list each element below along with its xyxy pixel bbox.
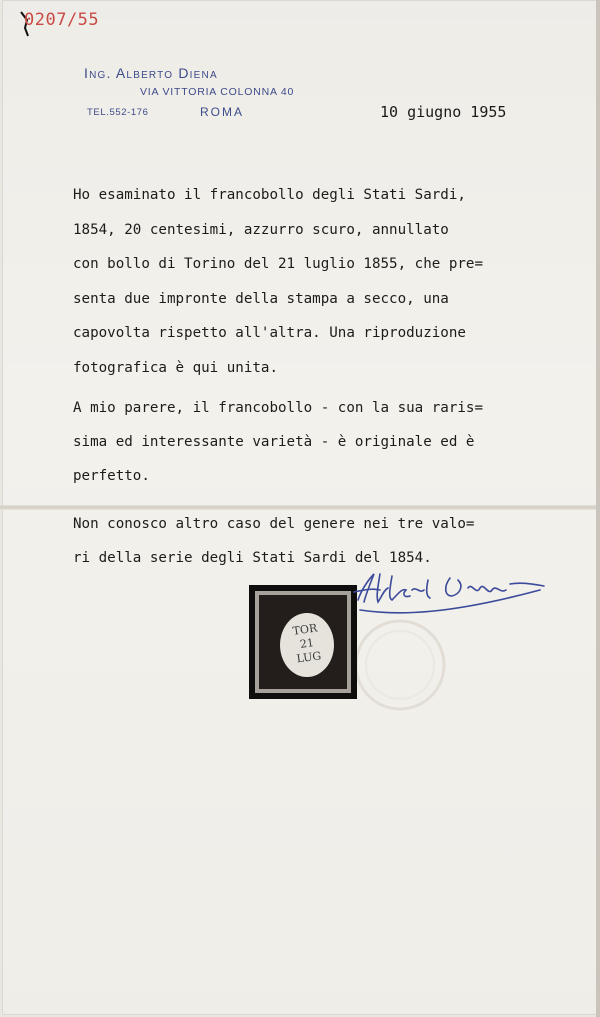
text-line: senta due impronte della stampa a secco, una [73, 290, 449, 307]
stamp-cancellation [278, 620, 335, 669]
document-date: 10 giugno 1955 [380, 103, 507, 121]
cancel-line: TOR [291, 621, 319, 638]
signature-icon [340, 560, 550, 620]
text-line: fotografica è qui unita. [73, 359, 278, 376]
text-line: ri della serie degli Stati Sardi del 1854. [73, 550, 432, 566]
text-line: perfetto. [73, 468, 150, 484]
letterhead-name: Ing. Alberto Diena [84, 65, 218, 81]
paper-edge [596, 0, 600, 1017]
text-line: con bollo di Torino del 21 luglio 1855, che pre= [73, 256, 483, 272]
text-line: Ho esaminato il francobollo degli Stati Sardi, [73, 187, 466, 203]
text-line: capovolta rispetto all'altra. Una riproduzione [73, 325, 466, 341]
paragraph-examination [73, 178, 573, 385]
stamp-inner [259, 595, 347, 689]
text-line: 1854, 20 centesimi, azzurro scuro, annullato [73, 221, 449, 238]
cancel-line: 21 [299, 636, 315, 651]
cancel-line: LUG [295, 649, 323, 666]
embossed-seal-icon [350, 615, 450, 715]
certificate-number: 0207/55 [24, 10, 100, 30]
paragraph-opinion [73, 391, 573, 493]
text-line: Non conosco altro caso del genere nei tre valo= [73, 516, 475, 532]
text-line: A mio parere, il francobollo - con la sua raris= [73, 400, 483, 416]
letterhead-telephone: TEL.552-176 [87, 107, 149, 118]
letterhead-street: VIA VITTORIA COLONNA 40 [140, 86, 295, 98]
letterhead-city: ROMA [200, 105, 244, 119]
stamp-frame [255, 591, 351, 693]
text-line: sima ed interessante varietà - è originale ed è [73, 434, 475, 450]
